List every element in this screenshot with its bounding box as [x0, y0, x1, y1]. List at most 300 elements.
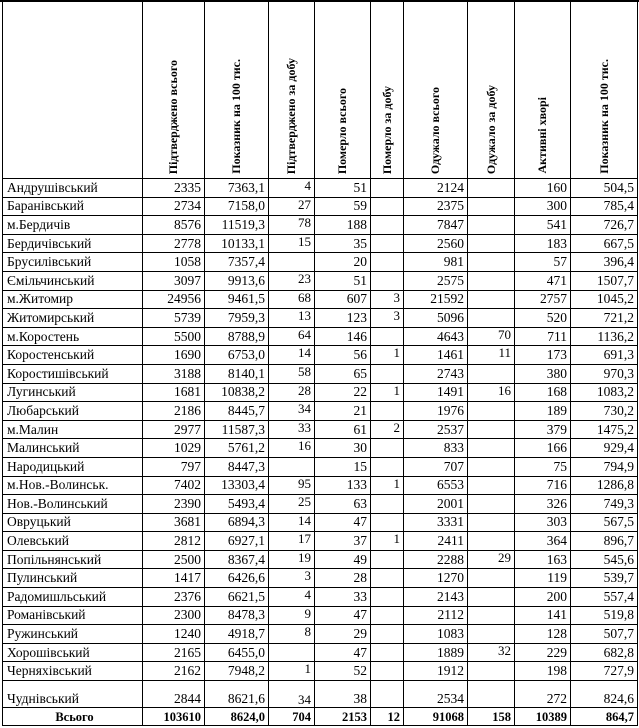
- confirmed-per-day-cell: 13: [269, 309, 315, 328]
- active-rate-per-100k-cell: 691,3: [571, 346, 638, 365]
- rate-per-100k-cell: 6927,1: [205, 532, 269, 551]
- deaths-per-day-cell: [371, 643, 404, 662]
- rate-per-100k-cell: 8447,3: [205, 457, 269, 476]
- table-row: [3, 550, 638, 569]
- total-rate-per-100k-cell: 8624,0: [205, 708, 269, 726]
- deaths-total-cell: 133: [315, 476, 371, 495]
- active-rate-per-100k-cell: 824,6: [571, 681, 638, 708]
- district-name-cell: Олевський: [3, 532, 143, 551]
- deaths-per-day-cell: [371, 364, 404, 383]
- recovered-total-cell: 1270: [404, 569, 468, 588]
- deaths-total-cell: 30: [315, 439, 371, 458]
- recovered-total-cell: 1461: [404, 346, 468, 365]
- table-row: [3, 216, 638, 235]
- recovered-per-day-cell: [468, 495, 515, 514]
- rate-per-100k-cell: 9461,5: [205, 290, 269, 309]
- deaths-total-cell: 37: [315, 532, 371, 551]
- recovered-per-day-cell: [468, 290, 515, 309]
- confirmed-total-cell: 2300: [143, 606, 205, 625]
- district-name-cell: м.Нов.-Волинськ.: [3, 476, 143, 495]
- active-cases-cell: 160: [515, 179, 571, 198]
- confirmed-per-day-cell: 1: [269, 662, 315, 681]
- active-rate-per-100k-cell: 749,3: [571, 495, 638, 514]
- district-name-cell: Лугинський: [3, 383, 143, 402]
- recovered-per-day-cell: [468, 625, 515, 644]
- table-row: [3, 662, 638, 681]
- recovered-total-cell: 2743: [404, 364, 468, 383]
- recovered-total-cell: 1889: [404, 643, 468, 662]
- confirmed-per-day-cell: 8: [269, 625, 315, 644]
- active-cases-cell: 364: [515, 532, 571, 551]
- district-name-cell: Ружинський: [3, 625, 143, 644]
- recovered-total-cell: 7847: [404, 216, 468, 235]
- confirmed-total-cell: 2186: [143, 402, 205, 421]
- confirmed-total-cell: 8576: [143, 216, 205, 235]
- rate-per-100k-cell: 7363,1: [205, 179, 269, 198]
- confirmed-total-cell: 1029: [143, 439, 205, 458]
- active-cases-cell: 183: [515, 234, 571, 253]
- confirmed-total-cell: 2165: [143, 643, 205, 662]
- confirmed-total-cell: 2812: [143, 532, 205, 551]
- confirmed-total-cell: 797: [143, 457, 205, 476]
- active-cases-cell: 166: [515, 439, 571, 458]
- district-name-cell: Житомирський: [3, 309, 143, 328]
- header-row: [3, 1, 638, 179]
- recovered-total-cell: 2375: [404, 197, 468, 216]
- rate-per-100k-cell: 8367,4: [205, 550, 269, 569]
- deaths-total-cell: 51: [315, 179, 371, 198]
- active-cases-cell: 168: [515, 383, 571, 402]
- active-cases-cell: 541: [515, 216, 571, 235]
- deaths-total-cell: 49: [315, 550, 371, 569]
- rate-per-100k-cell: 4918,7: [205, 625, 269, 644]
- rate-per-100k-cell: 8788,9: [205, 327, 269, 346]
- table-row: [3, 271, 638, 290]
- table-row: [3, 495, 638, 514]
- active-cases-cell: 520: [515, 309, 571, 328]
- district-name-cell: Народицький: [3, 457, 143, 476]
- district-name-cell: Любарський: [3, 402, 143, 421]
- recovered-total-cell: 21592: [404, 290, 468, 309]
- deaths-per-day-cell: [371, 327, 404, 346]
- district-name-cell: Чуднівський: [3, 681, 143, 708]
- confirmed-total-cell: 24956: [143, 290, 205, 309]
- recovered-per-day-cell: [468, 513, 515, 532]
- recovered-per-day-cell: 32: [468, 643, 515, 662]
- rate-per-100k-cell: 8478,3: [205, 606, 269, 625]
- recovered-per-day-cell: [468, 532, 515, 551]
- table-row: [3, 606, 638, 625]
- header-confirmed-total: Підтверджено всього: [143, 1, 205, 179]
- active-rate-per-100k-cell: 896,7: [571, 532, 638, 551]
- rate-per-100k-cell: 10133,1: [205, 234, 269, 253]
- recovered-total-cell: 2001: [404, 495, 468, 514]
- confirmed-total-cell: 2734: [143, 197, 205, 216]
- deaths-per-day-cell: [371, 457, 404, 476]
- deaths-per-day-cell: 3: [371, 290, 404, 309]
- recovered-per-day-cell: [468, 457, 515, 476]
- deaths-per-day-cell: [371, 625, 404, 644]
- confirmed-total-cell: 2162: [143, 662, 205, 681]
- recovered-per-day-cell: [468, 253, 515, 272]
- deaths-per-day-cell: [371, 495, 404, 514]
- confirmed-total-cell: 1681: [143, 383, 205, 402]
- confirmed-total-cell: 3188: [143, 364, 205, 383]
- confirmed-total-cell: 2335: [143, 179, 205, 198]
- deaths-per-day-cell: [371, 271, 404, 290]
- district-name-cell: м.Коростень: [3, 327, 143, 346]
- confirmed-total-cell: 2500: [143, 550, 205, 569]
- confirmed-total-cell: 1240: [143, 625, 205, 644]
- district-name-cell: Андрушівський: [3, 179, 143, 198]
- recovered-per-day-cell: [468, 439, 515, 458]
- deaths-per-day-cell: [371, 402, 404, 421]
- confirmed-total-cell: 1417: [143, 569, 205, 588]
- recovered-total-cell: 4643: [404, 327, 468, 346]
- deaths-per-day-cell: [371, 439, 404, 458]
- deaths-total-cell: 35: [315, 234, 371, 253]
- header-recovered-per-day: Одужало за добу: [468, 1, 515, 179]
- rate-per-100k-cell: 7959,3: [205, 309, 269, 328]
- active-cases-cell: 716: [515, 476, 571, 495]
- table-row: [3, 290, 638, 309]
- district-name-cell: Черняхівський: [3, 662, 143, 681]
- table-row: [3, 439, 638, 458]
- total-row: [3, 708, 638, 726]
- recovered-total-cell: 2411: [404, 532, 468, 551]
- deaths-total-cell: 47: [315, 606, 371, 625]
- table-row: [3, 681, 638, 708]
- district-statistics-table: [2, 0, 638, 726]
- deaths-total-cell: 28: [315, 569, 371, 588]
- active-cases-cell: 272: [515, 681, 571, 708]
- total-active-cases-cell: 10389: [515, 708, 571, 726]
- recovered-per-day-cell: [468, 476, 515, 495]
- deaths-total-cell: 61: [315, 420, 371, 439]
- deaths-total-cell: 29: [315, 625, 371, 644]
- active-cases-cell: 326: [515, 495, 571, 514]
- table-row: [3, 402, 638, 421]
- table-row: [3, 197, 638, 216]
- confirmed-per-day-cell: 17: [269, 532, 315, 551]
- district-name-cell: Пулинський: [3, 569, 143, 588]
- rate-per-100k-cell: 13303,4: [205, 476, 269, 495]
- district-name-cell: Ємільчинський: [3, 271, 143, 290]
- active-rate-per-100k-cell: 667,5: [571, 234, 638, 253]
- recovered-per-day-cell: 16: [468, 383, 515, 402]
- recovered-total-cell: 2124: [404, 179, 468, 198]
- district-name-cell: Брусилівський: [3, 253, 143, 272]
- recovered-total-cell: 2575: [404, 271, 468, 290]
- confirmed-per-day-cell: 27: [269, 197, 315, 216]
- rate-per-100k-cell: 5493,4: [205, 495, 269, 514]
- confirmed-per-day-cell: 68: [269, 290, 315, 309]
- active-rate-per-100k-cell: 539,7: [571, 569, 638, 588]
- active-rate-per-100k-cell: 1286,8: [571, 476, 638, 495]
- active-rate-per-100k-cell: 929,4: [571, 439, 638, 458]
- header-deaths-total: Померло всього: [315, 1, 371, 179]
- recovered-per-day-cell: [468, 588, 515, 607]
- district-name-cell: Бердичівський: [3, 234, 143, 253]
- header-confirmed-per-day: Підтверджено за добу: [269, 1, 315, 179]
- deaths-per-day-cell: 1: [371, 532, 404, 551]
- recovered-per-day-cell: [468, 606, 515, 625]
- table-row: [3, 476, 638, 495]
- active-rate-per-100k-cell: 727,9: [571, 662, 638, 681]
- confirmed-total-cell: 1058: [143, 253, 205, 272]
- rate-per-100k-cell: 6621,5: [205, 588, 269, 607]
- recovered-per-day-cell: [468, 234, 515, 253]
- deaths-per-day-cell: [371, 234, 404, 253]
- deaths-total-cell: 20: [315, 253, 371, 272]
- recovered-total-cell: 2537: [404, 420, 468, 439]
- deaths-total-cell: 38: [315, 681, 371, 708]
- deaths-total-cell: 33: [315, 588, 371, 607]
- confirmed-per-day-cell: [269, 253, 315, 272]
- recovered-per-day-cell: [468, 271, 515, 290]
- deaths-total-cell: 15: [315, 457, 371, 476]
- table-row: [3, 179, 638, 198]
- confirmed-total-cell: 3681: [143, 513, 205, 532]
- deaths-per-day-cell: [371, 681, 404, 708]
- recovered-per-day-cell: [468, 569, 515, 588]
- recovered-per-day-cell: [468, 420, 515, 439]
- recovered-total-cell: 3331: [404, 513, 468, 532]
- header-deaths-per-day: Померло за добу: [371, 1, 404, 179]
- confirmed-per-day-cell: 15: [269, 234, 315, 253]
- district-name-cell: Хорошівський: [3, 643, 143, 662]
- active-rate-per-100k-cell: 1475,2: [571, 420, 638, 439]
- header-active-rate-per-100k: Показник на 100 тис.: [571, 1, 638, 179]
- rate-per-100k-cell: 6426,6: [205, 569, 269, 588]
- active-cases-cell: 380: [515, 364, 571, 383]
- confirmed-per-day-cell: 23: [269, 271, 315, 290]
- confirmed-total-cell: 2778: [143, 234, 205, 253]
- recovered-total-cell: 2288: [404, 550, 468, 569]
- confirmed-per-day-cell: 95: [269, 476, 315, 495]
- active-rate-per-100k-cell: 1045,2: [571, 290, 638, 309]
- recovered-total-cell: 1976: [404, 402, 468, 421]
- deaths-total-cell: 52: [315, 662, 371, 681]
- rate-per-100k-cell: 6894,3: [205, 513, 269, 532]
- table-row: [3, 309, 638, 328]
- header-rate-per-100k: Показник на 100 тис.: [205, 1, 269, 179]
- district-name-cell: Коростишівський: [3, 364, 143, 383]
- active-rate-per-100k-cell: 970,3: [571, 364, 638, 383]
- confirmed-per-day-cell: 16: [269, 439, 315, 458]
- active-rate-per-100k-cell: 567,5: [571, 513, 638, 532]
- active-rate-per-100k-cell: 794,9: [571, 457, 638, 476]
- active-cases-cell: 229: [515, 643, 571, 662]
- deaths-per-day-cell: [371, 179, 404, 198]
- active-cases-cell: 198: [515, 662, 571, 681]
- deaths-per-day-cell: 1: [371, 346, 404, 365]
- active-rate-per-100k-cell: 1507,7: [571, 271, 638, 290]
- rate-per-100k-cell: 11519,3: [205, 216, 269, 235]
- recovered-per-day-cell: [468, 364, 515, 383]
- recovered-per-day-cell: [468, 197, 515, 216]
- active-rate-per-100k-cell: 1083,2: [571, 383, 638, 402]
- rate-per-100k-cell: 6455,0: [205, 643, 269, 662]
- total-confirmed-total-cell: 103610: [143, 708, 205, 726]
- active-cases-cell: 141: [515, 606, 571, 625]
- rate-per-100k-cell: 9913,6: [205, 271, 269, 290]
- table-row: [3, 625, 638, 644]
- deaths-per-day-cell: [371, 569, 404, 588]
- confirmed-per-day-cell: 25: [269, 495, 315, 514]
- deaths-per-day-cell: [371, 253, 404, 272]
- recovered-total-cell: 2534: [404, 681, 468, 708]
- deaths-per-day-cell: 3: [371, 309, 404, 328]
- confirmed-per-day-cell: 3: [269, 569, 315, 588]
- district-name-cell: Романівський: [3, 606, 143, 625]
- recovered-total-cell: 2560: [404, 234, 468, 253]
- header-active-cases: Активні хворі: [515, 1, 571, 179]
- recovered-total-cell: 2143: [404, 588, 468, 607]
- recovered-per-day-cell: [468, 309, 515, 328]
- table-row: [3, 234, 638, 253]
- total-recovered-total-cell: 91068: [404, 708, 468, 726]
- rate-per-100k-cell: 8445,7: [205, 402, 269, 421]
- total-active-rate-per-100k-cell: 864,7: [571, 708, 638, 726]
- confirmed-total-cell: 5739: [143, 309, 205, 328]
- deaths-total-cell: 51: [315, 271, 371, 290]
- total-confirmed-per-day-cell: 704: [269, 708, 315, 726]
- recovered-total-cell: 5096: [404, 309, 468, 328]
- total-district-name-cell: Всього: [3, 708, 143, 726]
- deaths-per-day-cell: [371, 588, 404, 607]
- table-row: [3, 643, 638, 662]
- confirmed-per-day-cell: 33: [269, 420, 315, 439]
- confirmed-per-day-cell: 4: [269, 179, 315, 198]
- confirmed-total-cell: 2376: [143, 588, 205, 607]
- active-rate-per-100k-cell: 504,5: [571, 179, 638, 198]
- recovered-per-day-cell: [468, 662, 515, 681]
- confirmed-per-day-cell: 78: [269, 216, 315, 235]
- district-name-cell: Баранівський: [3, 197, 143, 216]
- district-name-cell: м.Бердичів: [3, 216, 143, 235]
- rate-per-100k-cell: 5761,2: [205, 439, 269, 458]
- rate-per-100k-cell: 8621,6: [205, 681, 269, 708]
- deaths-total-cell: 607: [315, 290, 371, 309]
- deaths-total-cell: 63: [315, 495, 371, 514]
- rate-per-100k-cell: 7158,0: [205, 197, 269, 216]
- table-row: [3, 457, 638, 476]
- active-cases-cell: 379: [515, 420, 571, 439]
- rate-per-100k-cell: 8140,1: [205, 364, 269, 383]
- active-rate-per-100k-cell: 519,8: [571, 606, 638, 625]
- recovered-total-cell: 1912: [404, 662, 468, 681]
- table-row: [3, 364, 638, 383]
- recovered-per-day-cell: 70: [468, 327, 515, 346]
- confirmed-per-day-cell: 4: [269, 588, 315, 607]
- confirmed-total-cell: 2844: [143, 681, 205, 708]
- active-rate-per-100k-cell: 785,4: [571, 197, 638, 216]
- table-row: [3, 588, 638, 607]
- recovered-total-cell: 1083: [404, 625, 468, 644]
- table-row: [3, 569, 638, 588]
- active-cases-cell: 200: [515, 588, 571, 607]
- deaths-total-cell: 188: [315, 216, 371, 235]
- active-cases-cell: 75: [515, 457, 571, 476]
- district-name-cell: Малинський: [3, 439, 143, 458]
- recovered-total-cell: 833: [404, 439, 468, 458]
- active-cases-cell: 189: [515, 402, 571, 421]
- confirmed-per-day-cell: 28: [269, 383, 315, 402]
- recovered-per-day-cell: [468, 402, 515, 421]
- table-row: [3, 327, 638, 346]
- district-name-cell: Коростенський: [3, 346, 143, 365]
- deaths-per-day-cell: 1: [371, 476, 404, 495]
- district-name-cell: Попільнянський: [3, 550, 143, 569]
- table-row: [3, 383, 638, 402]
- deaths-total-cell: 47: [315, 643, 371, 662]
- active-rate-per-100k-cell: 721,2: [571, 309, 638, 328]
- confirmed-total-cell: 3097: [143, 271, 205, 290]
- rate-per-100k-cell: 7948,2: [205, 662, 269, 681]
- recovered-per-day-cell: [468, 179, 515, 198]
- active-rate-per-100k-cell: 557,4: [571, 588, 638, 607]
- active-cases-cell: 128: [515, 625, 571, 644]
- active-cases-cell: 173: [515, 346, 571, 365]
- active-cases-cell: 2757: [515, 290, 571, 309]
- confirmed-per-day-cell: 9: [269, 606, 315, 625]
- rate-per-100k-cell: 10838,2: [205, 383, 269, 402]
- recovered-total-cell: 981: [404, 253, 468, 272]
- confirmed-total-cell: 1690: [143, 346, 205, 365]
- table-row: [3, 346, 638, 365]
- deaths-total-cell: 146: [315, 327, 371, 346]
- recovered-total-cell: 6553: [404, 476, 468, 495]
- header-recovered-total: Одужало всього: [404, 1, 468, 179]
- active-cases-cell: 57: [515, 253, 571, 272]
- recovered-per-day-cell: 11: [468, 346, 515, 365]
- active-rate-per-100k-cell: 1136,2: [571, 327, 638, 346]
- confirmed-per-day-cell: 19: [269, 550, 315, 569]
- active-rate-per-100k-cell: 507,7: [571, 625, 638, 644]
- district-name-cell: Радомишльський: [3, 588, 143, 607]
- deaths-total-cell: 21: [315, 402, 371, 421]
- recovered-per-day-cell: 29: [468, 550, 515, 569]
- confirmed-per-day-cell: [269, 643, 315, 662]
- deaths-total-cell: 22: [315, 383, 371, 402]
- table-row: [3, 532, 638, 551]
- active-rate-per-100k-cell: 730,2: [571, 402, 638, 421]
- deaths-per-day-cell: [371, 662, 404, 681]
- total-deaths-per-day-cell: 12: [371, 708, 404, 726]
- recovered-per-day-cell: [468, 216, 515, 235]
- total-recovered-per-day-cell: 158: [468, 708, 515, 726]
- recovered-total-cell: 2112: [404, 606, 468, 625]
- active-cases-cell: 119: [515, 569, 571, 588]
- active-cases-cell: 300: [515, 197, 571, 216]
- confirmed-total-cell: 2390: [143, 495, 205, 514]
- deaths-per-day-cell: [371, 606, 404, 625]
- confirmed-per-day-cell: 14: [269, 513, 315, 532]
- deaths-per-day-cell: [371, 513, 404, 532]
- deaths-per-day-cell: [371, 216, 404, 235]
- deaths-per-day-cell: 2: [371, 420, 404, 439]
- active-rate-per-100k-cell: 396,4: [571, 253, 638, 272]
- confirmed-per-day-cell: 14: [269, 346, 315, 365]
- confirmed-total-cell: 7402: [143, 476, 205, 495]
- recovered-per-day-cell: [468, 681, 515, 708]
- table-row: [3, 513, 638, 532]
- deaths-total-cell: 47: [315, 513, 371, 532]
- district-name-cell: Овруцький: [3, 513, 143, 532]
- active-rate-per-100k-cell: 726,7: [571, 216, 638, 235]
- confirmed-total-cell: 5500: [143, 327, 205, 346]
